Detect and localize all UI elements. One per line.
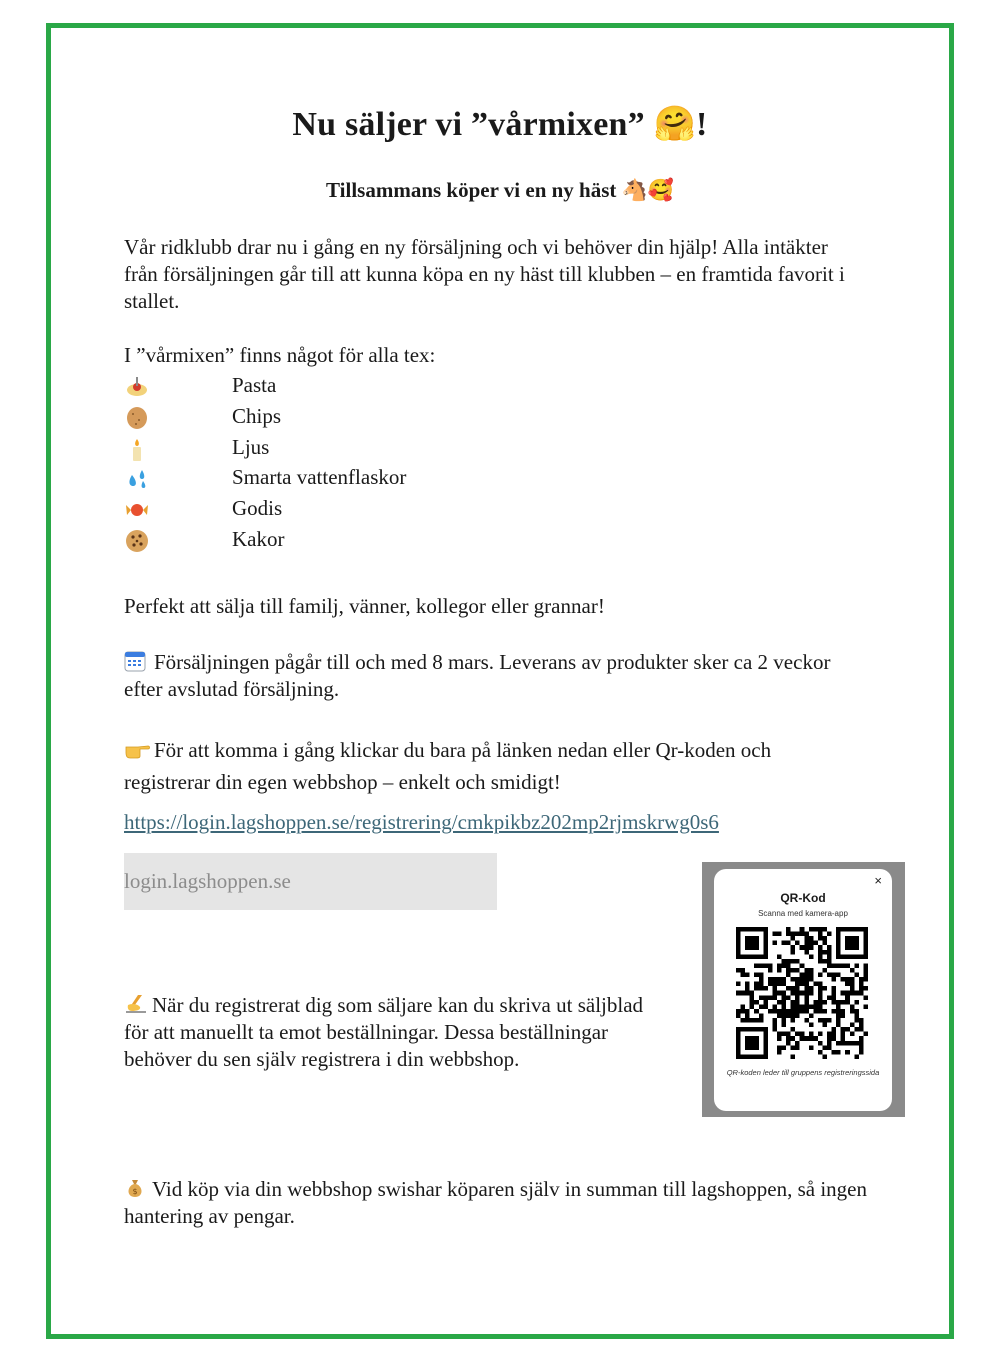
registration-link[interactable]: https://login.lagshoppen.se/registrering/cmkpikbz202mp2rjmskrwg0s6 [124, 810, 719, 834]
calendar-icon [124, 650, 146, 672]
list-item-label: Smarta vattenflaskor [232, 465, 407, 490]
write-paragraph [124, 992, 644, 1073]
qr-popup-title: QR-Kod [780, 891, 826, 905]
list-item-label: Pasta [232, 373, 277, 397]
list-item-label: Chips [232, 403, 282, 428]
list-item [124, 403, 624, 434]
list-item-label: Godis [232, 496, 283, 521]
qr-code-icon[interactable] [736, 927, 868, 1059]
water-drops-icon [124, 466, 150, 492]
pointing-hand-icon [124, 739, 150, 759]
start-paragraph [124, 734, 854, 798]
qr-popup-subtitle: Scanna med kamera-app [758, 909, 848, 918]
qr-popup-card [714, 869, 892, 1111]
qr-popup-caption: QR-koden leder till gruppens registreringssida [726, 1068, 880, 1077]
potato-icon [124, 405, 150, 431]
list-heading: I ”vårmixen” finns något för alla tex: [124, 343, 436, 367]
write-text: När du registrerat dig som säljare kan du skriva ut säljblad för att manuellt ta emot beställningar. Dessa beställningar behöver du sen själv registrera i din webbshop. [124, 993, 644, 1071]
qr-screenshot [702, 862, 905, 1117]
url-bar-text: login.lagshoppen.se [124, 869, 291, 893]
start-text: För att komma i gång klickar du bara på länken nedan eller Qr-koden och registrerar din egen webbshop – enkelt och smidigt! [124, 738, 772, 794]
page-title: Nu säljer vi ”vårmixen” 🤗! [292, 106, 708, 143]
perfect-paragraph: Perfekt att sälja till familj, vänner, kollegor eller grannar! [124, 594, 605, 618]
pasta-icon [124, 374, 150, 400]
list-item [124, 434, 624, 465]
candle-icon [124, 436, 150, 462]
money-bag-icon [124, 1177, 146, 1199]
svg-text:$: $ [132, 1187, 138, 1196]
product-list [124, 372, 624, 557]
list-item [124, 372, 624, 403]
close-icon[interactable]: × [874, 873, 882, 888]
intro-paragraph: Vår ridklubb drar nu i gång en ny försäljning och vi behöver din hjälp! Alla intäkter från försäljningen går till att kunna köpa en ny häst till klubben – en framtida favorit i stallet. [124, 235, 845, 313]
list-item-label: Ljus [232, 434, 270, 459]
candy-icon [124, 497, 150, 523]
pay-paragraph [124, 1176, 884, 1230]
list-item [124, 464, 624, 495]
dates-paragraph [124, 649, 854, 703]
page-subtitle: Tillsammans köper vi en ny häst 🐴🥰 [326, 178, 674, 202]
list-item-label: Kakor [232, 526, 285, 551]
url-bar[interactable] [124, 853, 497, 910]
dates-text: Försäljningen pågår till och med 8 mars. Leverans av produkter sker ca 2 veckor efter avslutad försäljning. [124, 650, 831, 701]
list-item [124, 495, 624, 526]
cookie-icon [124, 528, 150, 554]
pay-text: Vid köp via din webbshop swishar köparen själv in summan till lagshoppen, så ingen hantering av pengar. [124, 1177, 867, 1228]
list-item [124, 526, 624, 557]
writing-hand-icon [124, 993, 150, 1015]
